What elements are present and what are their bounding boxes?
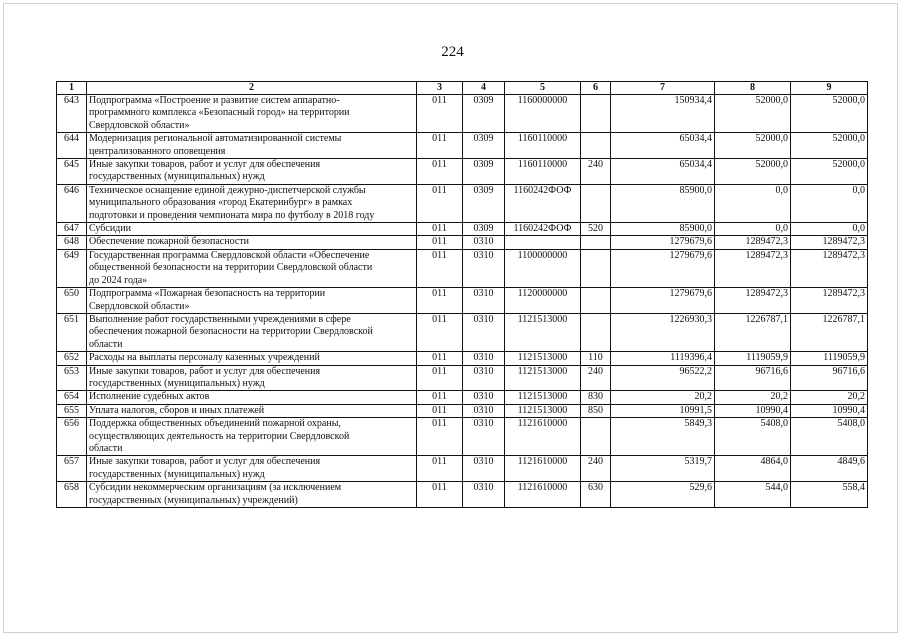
amount-col8: 1289472,3 xyxy=(715,249,791,287)
amount-col8: 5408,0 xyxy=(715,418,791,456)
description-line: общественной безопасности на территории Свердловской области xyxy=(89,262,373,274)
row-description xyxy=(87,404,417,417)
section-code: 0310 xyxy=(463,288,505,314)
section-code: 0310 xyxy=(463,352,505,365)
amount-col8: 1289472,3 xyxy=(715,236,791,249)
admin-code: 011 xyxy=(417,288,463,314)
table-row xyxy=(57,404,868,417)
col-header-1: 1 xyxy=(57,82,87,95)
description-line: Поддержка общественных объединений пожарной охраны, xyxy=(89,418,341,430)
amount-col9: 1289472,3 xyxy=(791,236,868,249)
amount-col8: 1289472,3 xyxy=(715,288,791,314)
amount-col9: 96716,6 xyxy=(791,365,868,391)
table-row xyxy=(57,95,868,133)
target-code: 1160110000 xyxy=(505,133,581,159)
description-line: Субсидии некоммерческим организациям (за исключением xyxy=(89,482,342,494)
row-number: 650 xyxy=(57,288,87,314)
amount-col7: 85900,0 xyxy=(611,223,715,236)
amount-col8: 1226787,1 xyxy=(715,313,791,351)
col-header-4: 4 xyxy=(463,82,505,95)
expense-code: 110 xyxy=(581,352,611,365)
row-description xyxy=(87,391,417,404)
target-code: 1120000000 xyxy=(505,288,581,314)
col-header-7: 7 xyxy=(611,82,715,95)
expense-code xyxy=(581,133,611,159)
description-line: осуществляющих деятельность на территории Свердловской xyxy=(89,430,350,442)
row-description xyxy=(87,482,417,508)
target-code: 1121513000 xyxy=(505,365,581,391)
admin-code: 011 xyxy=(417,352,463,365)
row-description xyxy=(87,418,417,456)
header-row xyxy=(57,82,868,95)
amount-col8: 52000,0 xyxy=(715,159,791,185)
table-row xyxy=(57,159,868,185)
expense-code xyxy=(581,236,611,249)
amount-col8: 0,0 xyxy=(715,223,791,236)
section-code: 0309 xyxy=(463,133,505,159)
amount-col9: 0,0 xyxy=(791,223,868,236)
description-line: государственных (муниципальных) учреждений) xyxy=(89,494,298,506)
row-description xyxy=(87,133,417,159)
section-code: 0309 xyxy=(463,223,505,236)
amount-col8: 96716,6 xyxy=(715,365,791,391)
description-line: Обеспечение пожарной безопасности xyxy=(89,236,250,248)
amount-col8: 4864,0 xyxy=(715,456,791,482)
row-description xyxy=(87,313,417,351)
amount-col8: 544,0 xyxy=(715,482,791,508)
amount-col7: 529,6 xyxy=(611,482,715,508)
row-number: 651 xyxy=(57,313,87,351)
row-description xyxy=(87,236,417,249)
row-description xyxy=(87,352,417,365)
section-code: 0310 xyxy=(463,418,505,456)
row-description xyxy=(87,184,417,222)
section-code: 0310 xyxy=(463,249,505,287)
description-line: Подпрограмма «Пожарная безопасность на территории xyxy=(89,288,326,300)
expense-code xyxy=(581,184,611,222)
amount-col8: 0,0 xyxy=(715,184,791,222)
expense-code xyxy=(581,288,611,314)
target-code: 1121513000 xyxy=(505,391,581,404)
table-row xyxy=(57,456,868,482)
description-line: до 2024 года» xyxy=(89,274,148,286)
description-line: области xyxy=(89,338,123,350)
expense-code: 240 xyxy=(581,365,611,391)
description-line: Иные закупки товаров, работ и услуг для обеспечения xyxy=(89,456,321,468)
section-code: 0309 xyxy=(463,159,505,185)
target-code: 1160242ФОФ xyxy=(505,184,581,222)
amount-col9: 20,2 xyxy=(791,391,868,404)
row-description xyxy=(87,288,417,314)
expense-code: 630 xyxy=(581,482,611,508)
col-header-5: 5 xyxy=(505,82,581,95)
expense-code xyxy=(581,249,611,287)
row-number: 657 xyxy=(57,456,87,482)
row-description xyxy=(87,95,417,133)
section-code: 0310 xyxy=(463,391,505,404)
description-line: государственных (муниципальных) нужд xyxy=(89,171,265,183)
description-line: государственных (муниципальных) нужд xyxy=(89,468,265,480)
description-line: Исполнение судебных актов xyxy=(89,391,210,403)
row-number: 648 xyxy=(57,236,87,249)
row-number: 643 xyxy=(57,95,87,133)
expense-code: 240 xyxy=(581,159,611,185)
row-number: 644 xyxy=(57,133,87,159)
amount-col7: 10991,5 xyxy=(611,404,715,417)
expense-code xyxy=(581,95,611,133)
amount-col7: 5319,7 xyxy=(611,456,715,482)
row-number: 649 xyxy=(57,249,87,287)
table-row xyxy=(57,418,868,456)
row-number: 656 xyxy=(57,418,87,456)
table-row xyxy=(57,184,868,222)
description-line: Техническое оснащение единой дежурно-диспетчерской службы xyxy=(89,184,366,196)
section-code: 0310 xyxy=(463,313,505,351)
section-code: 0310 xyxy=(463,404,505,417)
admin-code: 011 xyxy=(417,95,463,133)
expense-code: 520 xyxy=(581,223,611,236)
description-line: Иные закупки товаров, работ и услуг для обеспечения xyxy=(89,159,321,171)
amount-col9: 5408,0 xyxy=(791,418,868,456)
amount-col9: 0,0 xyxy=(791,184,868,222)
row-description xyxy=(87,159,417,185)
admin-code: 011 xyxy=(417,365,463,391)
amount-col9: 52000,0 xyxy=(791,133,868,159)
amount-col8: 20,2 xyxy=(715,391,791,404)
table-body xyxy=(57,95,868,508)
table-row xyxy=(57,482,868,508)
amount-col9: 1289472,3 xyxy=(791,288,868,314)
admin-code: 011 xyxy=(417,456,463,482)
expense-code xyxy=(581,313,611,351)
col-header-9: 9 xyxy=(791,82,868,95)
budget-table xyxy=(56,81,868,508)
table-row xyxy=(57,352,868,365)
row-number: 658 xyxy=(57,482,87,508)
description-line: области xyxy=(89,442,123,454)
section-code: 0310 xyxy=(463,236,505,249)
amount-col9: 4849,6 xyxy=(791,456,868,482)
description-line: подготовки и проведения чемпионата мира по футболу в 2018 году xyxy=(89,209,375,221)
row-number: 653 xyxy=(57,365,87,391)
description-line: Субсидии xyxy=(89,223,131,235)
description-line: Выполнение работ государственными учреждениями в сфере xyxy=(89,313,351,325)
amount-col7: 96522,2 xyxy=(611,365,715,391)
description-line: Расходы на выплаты персоналу казенных учреждений xyxy=(89,352,320,364)
table-row xyxy=(57,391,868,404)
amount-col9: 1289472,3 xyxy=(791,249,868,287)
table-row xyxy=(57,249,868,287)
target-code: 1121610000 xyxy=(505,482,581,508)
section-code: 0310 xyxy=(463,482,505,508)
description-line: Иные закупки товаров, работ и услуг для обеспечения xyxy=(89,365,321,377)
row-description xyxy=(87,223,417,236)
amount-col7: 1279679,6 xyxy=(611,249,715,287)
admin-code: 011 xyxy=(417,404,463,417)
amount-col7: 65034,4 xyxy=(611,159,715,185)
amount-col7: 85900,0 xyxy=(611,184,715,222)
amount-col9: 558,4 xyxy=(791,482,868,508)
row-number: 646 xyxy=(57,184,87,222)
table-row xyxy=(57,313,868,351)
expense-code xyxy=(581,418,611,456)
section-code: 0310 xyxy=(463,456,505,482)
row-description xyxy=(87,365,417,391)
admin-code: 011 xyxy=(417,482,463,508)
row-number: 655 xyxy=(57,404,87,417)
table-row xyxy=(57,223,868,236)
amount-col9: 52000,0 xyxy=(791,159,868,185)
target-code: 1160242ФОФ xyxy=(505,223,581,236)
expense-code: 240 xyxy=(581,456,611,482)
col-header-2: 2 xyxy=(87,82,417,95)
description-line: Уплата налогов, сборов и иных платежей xyxy=(89,404,265,416)
amount-col7: 1279679,6 xyxy=(611,288,715,314)
amount-col7: 1119396,4 xyxy=(611,352,715,365)
admin-code: 011 xyxy=(417,313,463,351)
target-code: 1160000000 xyxy=(505,95,581,133)
amount-col7: 1226930,3 xyxy=(611,313,715,351)
admin-code: 011 xyxy=(417,223,463,236)
amount-col9: 1226787,1 xyxy=(791,313,868,351)
description-line: Свердловской области» xyxy=(89,300,190,312)
expense-code: 850 xyxy=(581,404,611,417)
row-description xyxy=(87,249,417,287)
row-number: 652 xyxy=(57,352,87,365)
amount-col9: 1119059,9 xyxy=(791,352,868,365)
amount-col7: 5849,3 xyxy=(611,418,715,456)
table-row xyxy=(57,288,868,314)
section-code: 0309 xyxy=(463,184,505,222)
amount-col8: 52000,0 xyxy=(715,133,791,159)
target-code: 1121610000 xyxy=(505,418,581,456)
description-line: муниципального образования «город Екатеринбург» в рамках xyxy=(89,197,353,209)
amount-col7: 65034,4 xyxy=(611,133,715,159)
target-code: 1121610000 xyxy=(505,456,581,482)
amount-col7: 150934,4 xyxy=(611,95,715,133)
description-line: Государственная программа Свердловской области «Обеспечение xyxy=(89,249,370,261)
description-line: обеспечения пожарной безопасности на территории Свердловской xyxy=(89,326,373,338)
col-header-6: 6 xyxy=(581,82,611,95)
description-line: программного комплекса «Безопасный город» на территории xyxy=(89,107,350,119)
row-number: 645 xyxy=(57,159,87,185)
amount-col7: 1279679,6 xyxy=(611,236,715,249)
admin-code: 011 xyxy=(417,133,463,159)
admin-code: 011 xyxy=(417,159,463,185)
target-code: 1121513000 xyxy=(505,404,581,417)
table-row xyxy=(57,365,868,391)
amount-col9: 10990,4 xyxy=(791,404,868,417)
amount-col7: 20,2 xyxy=(611,391,715,404)
amount-col9: 52000,0 xyxy=(791,95,868,133)
admin-code: 011 xyxy=(417,236,463,249)
page-number: 224 xyxy=(441,44,464,60)
amount-col8: 52000,0 xyxy=(715,95,791,133)
admin-code: 011 xyxy=(417,418,463,456)
section-code: 0309 xyxy=(463,95,505,133)
description-line: Модернизация региональной автоматизированной системы xyxy=(89,133,342,145)
amount-col8: 1119059,9 xyxy=(715,352,791,365)
description-line: централизованного оповещения xyxy=(89,145,226,157)
row-number: 647 xyxy=(57,223,87,236)
target-code: 1100000000 xyxy=(505,249,581,287)
table-row xyxy=(57,133,868,159)
target-code: 1121513000 xyxy=(505,313,581,351)
description-line: государственных (муниципальных) нужд xyxy=(89,377,265,389)
section-code: 0310 xyxy=(463,365,505,391)
target-code xyxy=(505,236,581,249)
admin-code: 011 xyxy=(417,249,463,287)
description-line: Подпрограмма «Построение и развитие систем аппаратно- xyxy=(89,95,340,106)
description-line: Свердловской области» xyxy=(89,119,190,131)
target-code: 1121513000 xyxy=(505,352,581,365)
expense-code: 830 xyxy=(581,391,611,404)
amount-col8: 10990,4 xyxy=(715,404,791,417)
row-description xyxy=(87,456,417,482)
row-number: 654 xyxy=(57,391,87,404)
admin-code: 011 xyxy=(417,184,463,222)
target-code: 1160110000 xyxy=(505,159,581,185)
admin-code: 011 xyxy=(417,391,463,404)
col-header-8: 8 xyxy=(715,82,791,95)
table-row xyxy=(57,236,868,249)
col-header-3: 3 xyxy=(417,82,463,95)
